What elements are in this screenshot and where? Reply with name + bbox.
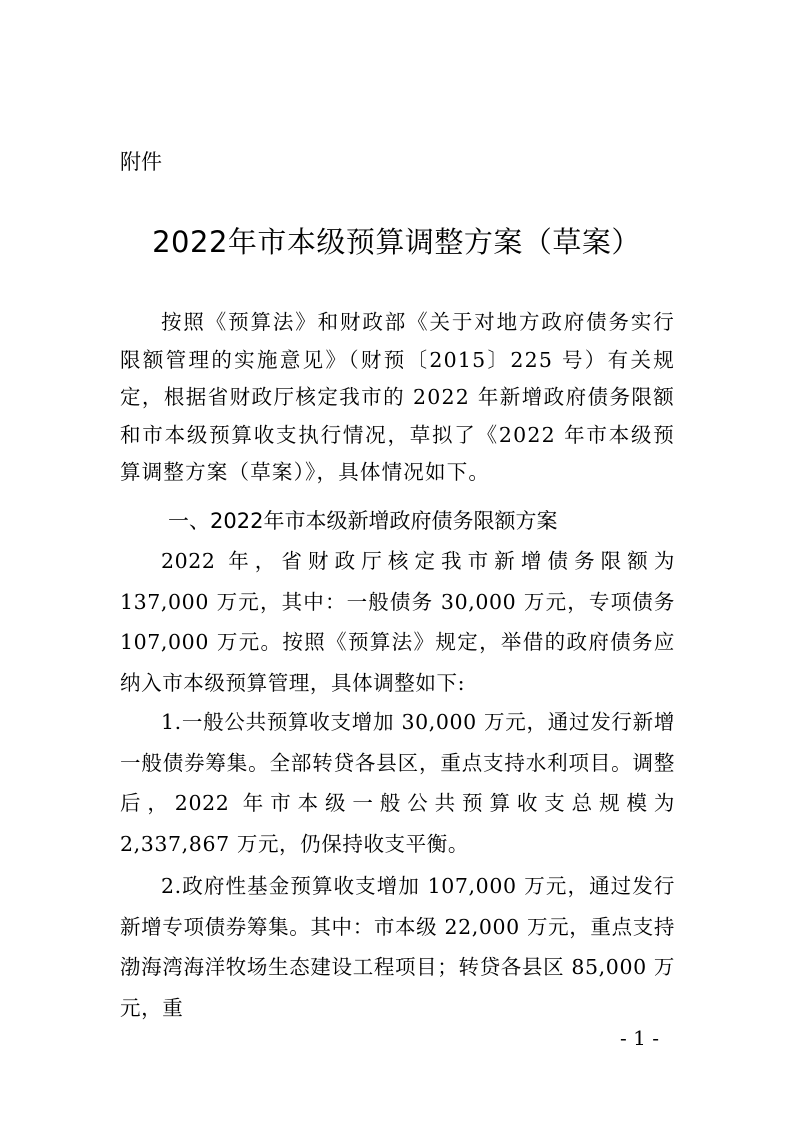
body-paragraph: 2022 年，省财政厅核定我市新增债务限额为 137,000 万元，其中：一般债务 30,000 万元，专项债务 107,000 万元。按照《预算法》规定，举借的政府债务应纳入市本级预算管理，具体调整如下:: [120, 549, 675, 695]
page-number: - 1 -: [620, 1026, 659, 1050]
document-title: 2022年市本级预算调整方案（草案）: [152, 225, 641, 259]
section-heading: 一、2022年市本级新增政府债务限额方案: [168, 509, 558, 533]
body-paragraph: 1.一般公共预算收支增加 30,000 万元，通过发行新增一般债券筹集。全部转贷各县区，重点支持水利项目。调整后，2022 年市本级一般公共预算收支总规模为 2,337,867 万元，仍保持收支平衡。: [120, 710, 675, 856]
attachment-label: 附件: [120, 150, 162, 174]
body-paragraph: 2.政府性基金预算收支增加 107,000 万元，通过发行新增专项债券筹集。其中：市本级 22,000 万元，重点支持渤海湾海洋牧场生态建设工程项目；转贷各县区 85,000 万元，重: [120, 874, 675, 1020]
intro-paragraph: 按照《预算法》和财政部《关于对地方政府债务实行限额管理的实施意见》（财预〔2015〕225 号）有关规定，根据省财政厅核定我市的 2022 年新增政府债务限额和市本级预算收支执行情况，草拟了《2022 年市本级预算调整方案（草案）》，具体情况如下。: [120, 310, 675, 484]
